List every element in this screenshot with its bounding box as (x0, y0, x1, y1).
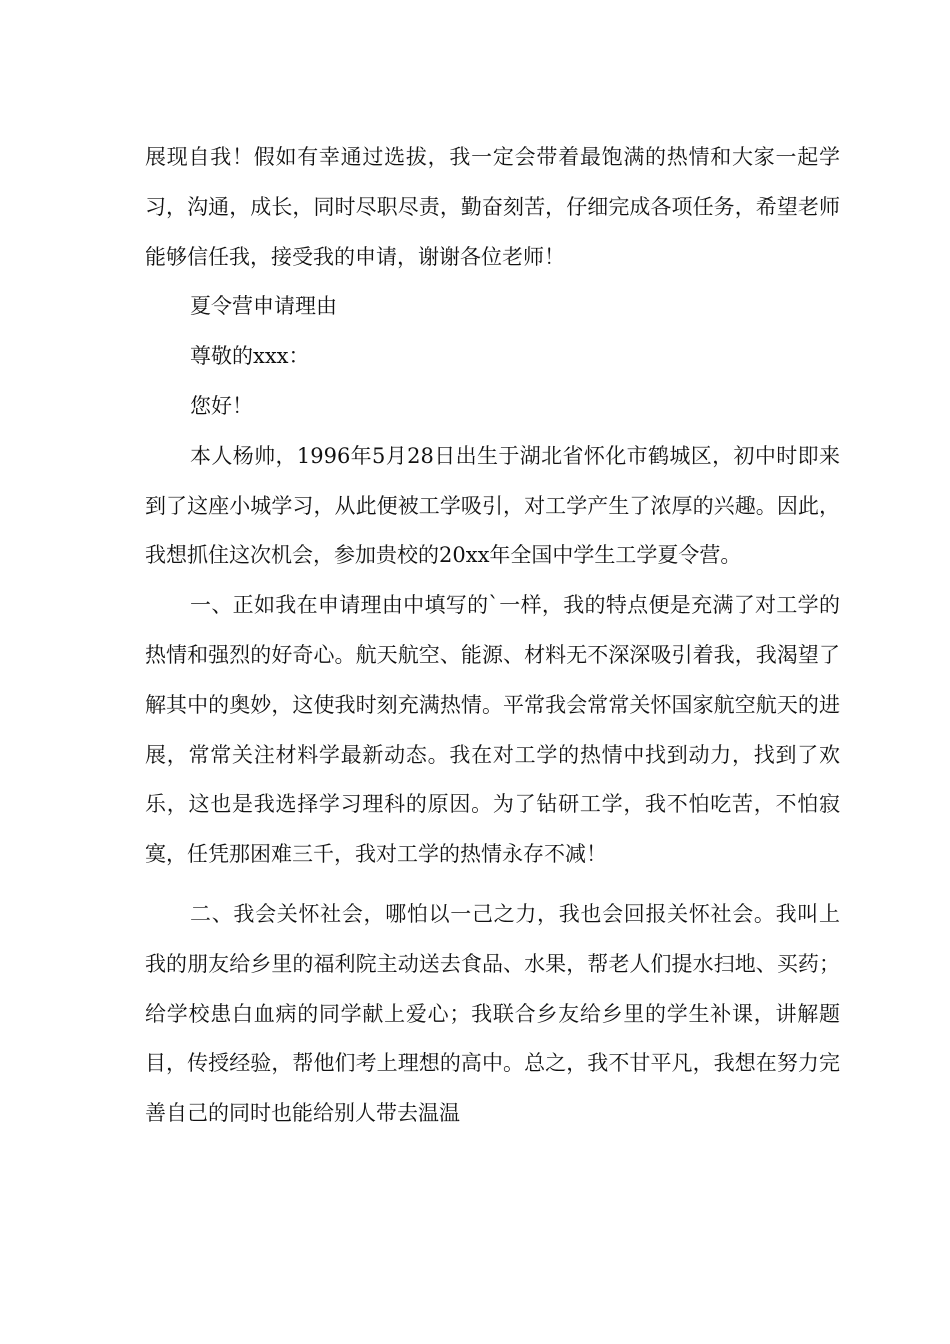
document-body (145, 133, 840, 1139)
letter-salutation: 尊敬的xxx： (190, 344, 310, 369)
paragraph-closing-of-previous-letter: 展现自我！假如有幸通过选拔，我一定会带着最饱满的热情和大家一起学习，沟通，成长，同时尽职尽责，勤奋刻苦，仔细完成各项任务，希望老师能够信任我，接受我的申请，谢谢各位老师！ (145, 145, 840, 269)
section-heading: 夏令营申请理由 (190, 294, 337, 319)
letter-greeting: 您好！ (190, 393, 253, 418)
paragraph-point-one: 一、正如我在申请理由中填写的`一样，我的特点便是充满了对工学的热情和强烈的好奇心。航天航空、能源、材料无不深深吸引着我，我渴望了解其中的奥妙，这使我时刻充满热情。平常我会常常关怀国家航空航天的进展，常常关注材料学最新动态。我在对工学的热情中找到动力，找到了欢乐，这也是我选择学习理科的原因。为了钻研工学，我不怕吃苦，不怕寂寞，任凭那困难三千，我对工学的热情永存不减！ (145, 593, 840, 867)
paragraph-point-two: 二、我会关怀社会，哪怕以一己之力，我也会回报关怀社会。我叫上我的朋友给乡里的福利院主动送去食品、水果，帮老人们提水扫地、买药；给学校患白血病的同学献上爱心；我联合乡友给乡里的学生补课，讲解题目，传授经验，帮他们考上理想的高中。总之，我不甘平凡，我想在努力完善自己的同时也能给别人带去温温 (145, 901, 840, 1126)
paragraph-introduction: 本人杨帅，1996年5月28日出生于湖北省怀化市鹤城区，初中时即来到了这座小城学习，从此便被工学吸引，对工学产生了浓厚的兴趣。因此，我想抓住这次机会，参加贵校的20xx年全国中学生工学夏令营。 (145, 443, 840, 568)
